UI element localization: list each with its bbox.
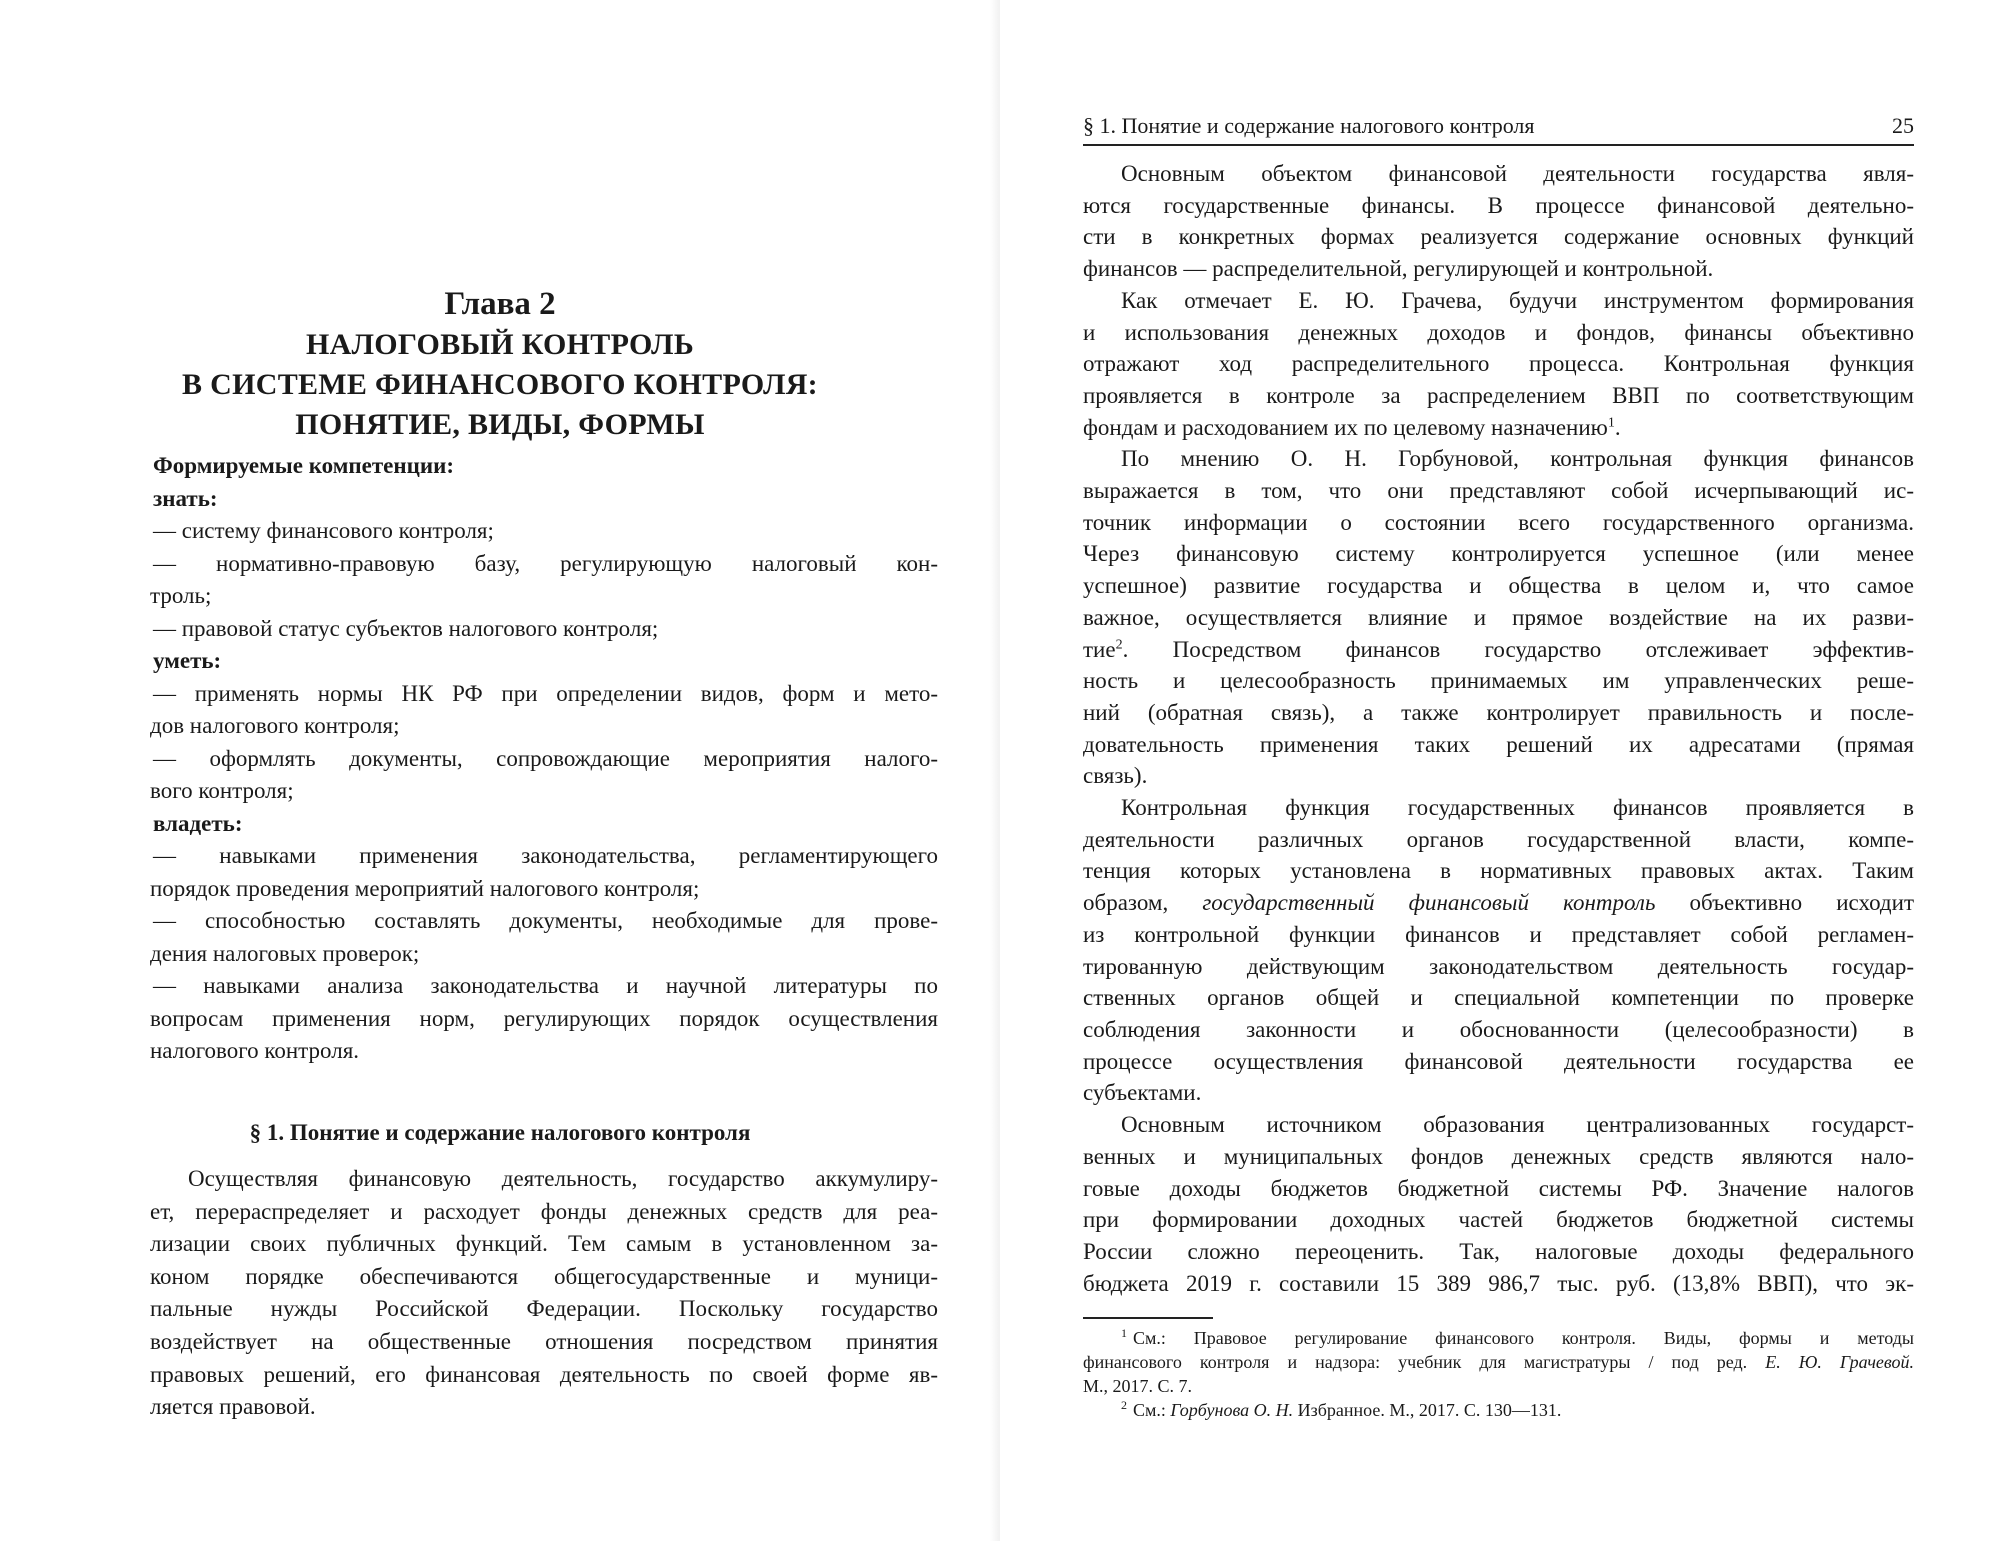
text-fragment: См.: Правовое регулирование финансового контроля. Виды, формы и методы (1133, 1328, 1914, 1348)
footnote-line: М., 2017. С. 7. (1083, 1376, 1193, 1396)
competency-line: — правовой статус субъектов налогового контроля; (153, 615, 659, 641)
know-label: знать: (153, 485, 218, 511)
chapter-heading (150, 283, 850, 445)
text-line: правовых решений, его финансовая деятельность по своей форме яв- (150, 1361, 938, 1387)
competency-line: — навыками анализа законодательства и научной литературы по (153, 973, 938, 998)
text-line: По мнению О. Н. Горбуновой, контрольная функция финансов (1121, 446, 1914, 472)
footnotes (1083, 1326, 1914, 1422)
italic-term: государственный финансовый контроль (1202, 890, 1656, 916)
chapter-title-line: ПОНЯТИЕ, ВИДЫ, ФОРМЫ (295, 408, 705, 441)
text-fragment: фондам и расходованием их по целевому назначению (1083, 414, 1608, 440)
text-line: деятельности различных органов государственной власти, компе- (1083, 826, 1914, 852)
text-line: сти в конкретных формах реализуется содержание основных функций (1083, 224, 1914, 250)
competency-line: дов налогового контроля; (150, 713, 400, 738)
text-line (1083, 634, 1914, 666)
text-line: России сложно переоценить. Так, налоговые доходы федерального (1083, 1238, 1914, 1264)
running-head-title: § 1. Понятие и содержание налогового контроля (1083, 113, 1535, 138)
text-line: тированную действующим законодательством деятельность государ- (1083, 953, 1914, 979)
footnote-ref[interactable]: 1 (1607, 414, 1615, 430)
text-line (1083, 887, 1914, 919)
text-line: пальные нужды Российской Федерации. Поскольку государство (150, 1296, 938, 1322)
text-line: Основным источником образования централизованных государст- (1121, 1112, 1914, 1138)
text-line: Как отмечает Е. Ю. Грачева, будучи инструментом формирования (1121, 287, 1914, 313)
text-line: важное, осуществляется влияние и прямое воздействие на их разви- (1083, 604, 1914, 630)
text-line: связь). (1083, 763, 1148, 789)
text-line: Осуществляя финансовую деятельность, государство аккумулиру- (188, 1166, 938, 1191)
own-label: владеть: (153, 810, 243, 836)
text-fragment: образом, (1083, 890, 1203, 916)
text-fragment: финансового контроля и надзора: учебник для магистратуры / под ред. (1083, 1352, 1766, 1372)
text-line: Контрольная функция государственных финансов проявляется в (1121, 795, 1914, 821)
footnote-mark: 2 (1121, 1398, 1127, 1412)
competency-line: — систему финансового контроля; (153, 518, 494, 543)
text-line: успешное) развитие государства и общества в целом и, что самое (1083, 573, 1914, 599)
text-line: воздействует на общественные отношения посредством принятия (150, 1328, 938, 1354)
section-title: § 1. Понятие и содержание налогового контроля (249, 1120, 751, 1145)
text-line (1083, 412, 1914, 444)
text-line: ний (обратная связь), а также контролирует правильность и после- (1083, 699, 1914, 725)
text-line: точник информации о состоянии всего государственного организма. (1083, 509, 1914, 535)
competency-line: — нормативно-правовую базу, регулирующую налоговый кон- (153, 550, 938, 576)
text-line: финансов — распределительной, регулирующей и контрольной. (1083, 256, 1714, 282)
competencies-heading: Формируемые компетенции: (153, 453, 454, 478)
text-fragment: Избранное. М., 2017. С. 130—131. (1293, 1400, 1562, 1420)
text-line: бюджета 2019 г. составили 15 389 986,7 тыс. руб. (13,8% ВВП), что эк- (1083, 1270, 1914, 1296)
italic-term: Горбунова О. Н. (1170, 1400, 1294, 1420)
text-fragment: объективно исходит (1655, 890, 1914, 916)
text-line: отражают ход распределительного процесса. Контрольная функция (1083, 351, 1914, 377)
footnote-line (1083, 1350, 1914, 1374)
competency-line: — оформлять документы, сопровождающие мероприятия налого- (153, 745, 938, 771)
text-fragment: . Посредством финансов государство отслеживает эффектив- (1122, 636, 1914, 662)
footnote-line (1083, 1326, 1914, 1350)
text-line: из контрольной функции финансов и представляет собой регламен- (1083, 921, 1914, 947)
text-line: тенция которых установлена в нормативных правовых актах. Таким (1083, 858, 1914, 884)
text-line: говые доходы бюджетов бюджетной системы РФ. Значение налогов (1083, 1175, 1914, 1201)
text-line: Основным объектом финансовой деятельности государства явля- (1121, 161, 1914, 186)
text-line: проявляется в контроле за распределением ВВП по соответствующим (1083, 382, 1914, 408)
text-line: соблюдения законности и обоснованности (целесообразности) в (1083, 1016, 1914, 1042)
text-line: ет, перераспределяет и расходует фонды денежных средств для реа- (150, 1198, 938, 1224)
competency-line: порядок проведения мероприятий налогового контроля; (150, 875, 700, 901)
text-fragment: . (1614, 414, 1621, 440)
footnote-ref[interactable]: 2 (1115, 636, 1123, 652)
text-line: субъектами. (1083, 1080, 1202, 1106)
text-line: процессе осуществления финансовой деятельности государства ее (1083, 1048, 1914, 1074)
competency-line: — способностью составлять документы, необходимые для прове- (153, 908, 938, 933)
text-line: ются государственные финансы. В процессе финансовой деятельно- (1083, 192, 1914, 218)
competency-line: — навыками применения законодательства, регламентирующего (153, 843, 938, 868)
footnote-mark: 1 (1121, 1326, 1127, 1340)
text-line: при формировании доходных частей бюджетов бюджетной системы (1083, 1207, 1914, 1233)
page-number: 25 (1892, 113, 1914, 138)
text-fragment: См.: (1133, 1400, 1171, 1420)
text-line: и использования денежных доходов и фондов, финансы объективно (1083, 319, 1914, 345)
body-paragraph (150, 1163, 938, 1424)
competency-line: вопросам применения норм, регулирующих порядок осуществления (150, 1005, 938, 1031)
text-line: венных и муниципальных фондов денежных средств являются нало- (1083, 1143, 1914, 1169)
text-line: ность и целесообразность принимаемых им управленческих реше- (1083, 668, 1914, 694)
text-line: довательность применения таких решений их адресатами (прямая (1083, 731, 1914, 757)
competency-line: дения налоговых проверок; (150, 940, 420, 966)
footnote-line (1083, 1398, 1914, 1422)
text-line: лизации своих публичных функций. Тем самым в установленном за- (150, 1231, 938, 1257)
competency-line: троль; (150, 583, 212, 608)
competency-line: — применять нормы НК РФ при определении видов, форм и мето- (153, 680, 938, 706)
right-body-text (1083, 158, 1914, 1299)
text-line: ляется правовой. (150, 1394, 316, 1420)
competency-line: налогового контроля. (150, 1038, 360, 1063)
text-line: выражается в том, что они представляют собой исчерпывающий ис- (1083, 478, 1914, 504)
competencies-block (150, 450, 938, 1068)
text-line: коном порядке обеспечиваются общегосударственные и муници- (150, 1263, 938, 1289)
can-label: уметь: (153, 648, 222, 673)
chapter-label: Глава 2 (444, 286, 556, 322)
text-line: Через финансовую систему контролируется успешное (или менее (1083, 541, 1914, 567)
footnote-separator (1083, 1317, 1213, 1319)
chapter-title-line: В СИСТЕМЕ ФИНАНСОВОГО КОНТРОЛЯ: (182, 368, 818, 401)
text-fragment: тие (1083, 636, 1116, 662)
competency-line: вого контроля; (150, 778, 294, 803)
italic-term: Е. Ю. Грачевой. (1765, 1352, 1914, 1372)
running-head (1083, 112, 1914, 146)
chapter-title-line: НАЛОГОВЫЙ КОНТРОЛЬ (306, 328, 694, 361)
text-line: ственных органов общей и специальной компетенции по проверке (1083, 985, 1914, 1011)
